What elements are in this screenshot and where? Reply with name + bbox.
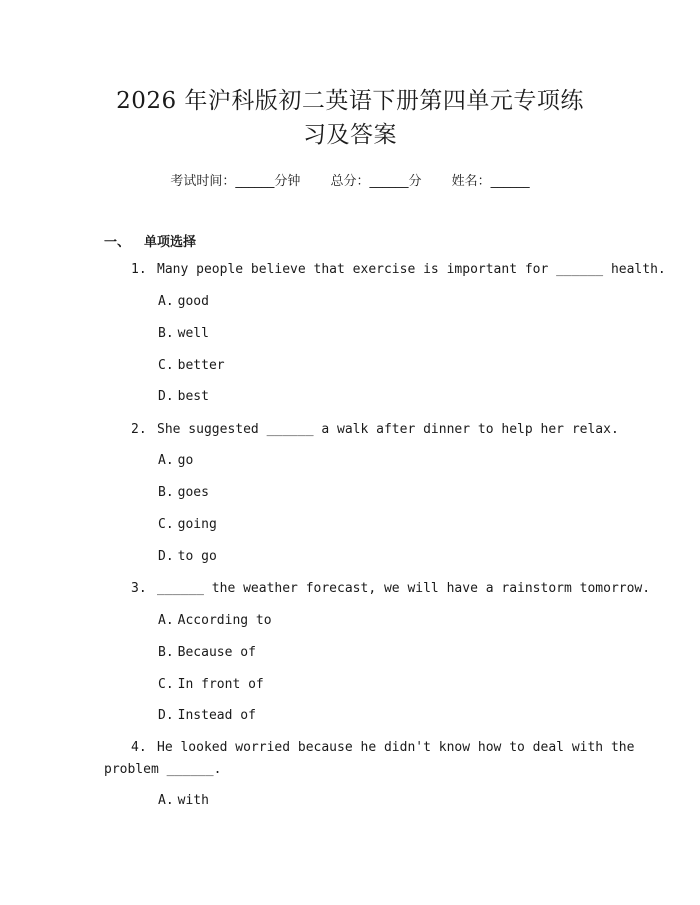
exam-name: 姓名：______: [451, 174, 530, 189]
question-4-continuation: [104, 759, 221, 781]
option-2a: A. go: [158, 453, 194, 468]
question-text: She suggested ______ a walk after dinner to help her relax.: [157, 422, 619, 437]
option-2c: C. going: [158, 517, 217, 532]
exam-meta: [0, 170, 700, 189]
option-3b: B. Because of: [158, 645, 256, 660]
section-title: 单项选择: [144, 235, 197, 250]
question-text-line-1: He looked worried because he didn't know how to deal with the: [157, 740, 635, 755]
option-1a: A. good: [158, 294, 209, 309]
option-1c: C. better: [158, 358, 225, 373]
question-4: [131, 737, 634, 759]
option-3d: D. Instead of: [158, 708, 256, 723]
exam-time: 考试时间：______分钟: [170, 174, 301, 189]
option-2b: B. goes: [158, 485, 209, 500]
option-3a: A. According to: [158, 613, 272, 628]
question-2: [131, 419, 619, 441]
title-line-1: 2026 年沪科版初二英语下册第四单元专项练: [116, 88, 584, 114]
question-number: 4.: [131, 740, 147, 755]
page-title: [60, 84, 640, 152]
section-number: 一、: [104, 235, 131, 250]
question-number: 3.: [131, 581, 147, 596]
question-text-line-2: problem ______.: [104, 762, 222, 777]
option-3c: C. In front of: [158, 677, 264, 692]
section-heading: [104, 231, 196, 250]
exam-score: 总分：______分: [330, 174, 422, 189]
question-text: ______ the weather forecast, we will have a rainstorm tomorrow.: [157, 581, 651, 596]
question-number: 2.: [131, 422, 147, 437]
question-3: [131, 578, 650, 600]
title-line-2: 习及答案: [303, 122, 397, 148]
question-text: Many people believe that exercise is important for ______ health.: [157, 262, 666, 277]
option-2d: D. to go: [158, 549, 217, 564]
question-number: 1.: [131, 262, 147, 277]
question-1: [131, 259, 666, 281]
option-1d: D. best: [158, 389, 209, 404]
option-4a: A. with: [158, 793, 209, 808]
option-1b: B. well: [158, 326, 209, 341]
